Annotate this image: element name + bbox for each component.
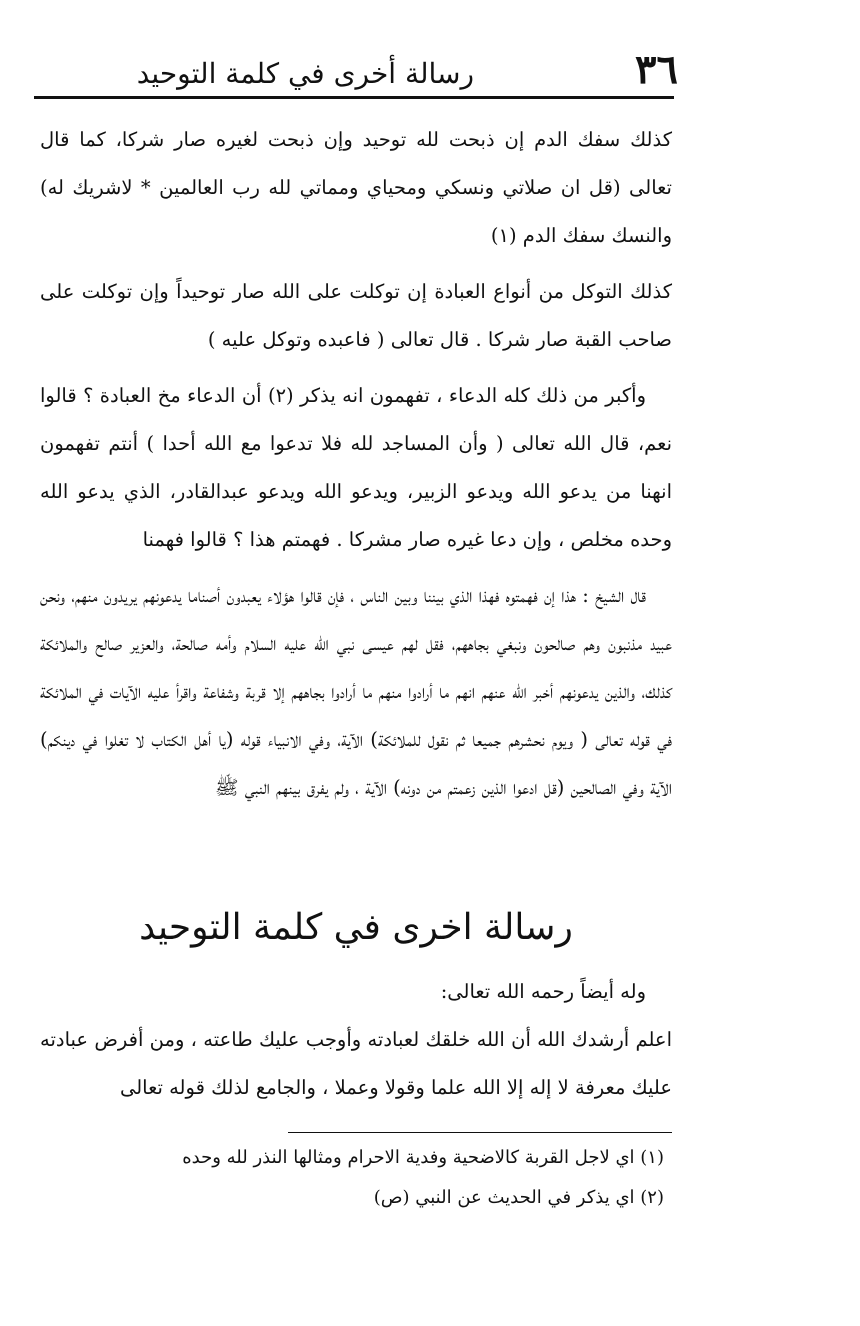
paragraph-supplication: وأكبر من ذلك كله الدعاء ، تفهمون انه يذكر (٢) أن الدعاء مخ العبادة ؟ قالوا نعم، قال الله تعالى ( وأن المساجد لله فلا تدعوا مع الله أحدا ) أنتم تفهمون انهنا من يدعو الله ويدعو الزبير، ويدعو الله ويدعو عبدالقادر، الذي يدعو الله وحده مخلص ، وإن دعا غيره صار مشركا . فهمتم هذا ؟ قالوا فهمنا	[40, 384, 672, 551]
paragraph-blood-sacrifice: كذلك سفك الدم إن ذبحت لله توحيد وإن ذبحت لغيره صار شركا، كما قال تعالى (قل ان صلاتي ونسكي ومحياي ومماتي لله رب العالمين * لاشريك له) والنسك سفك الدم (١)	[40, 128, 672, 247]
section-intro-line: وله أيضاً رحمه الله تعالى:	[440, 980, 646, 1003]
footnote-1: (١) اي لاجل القربة كالاضحية وفدية الاحرام ومثالها النذر لله وحده	[182, 1147, 664, 1168]
paragraph-reliance: كذلك التوكل من أنواع العبادة إن توكلت على الله صار توحيداً وإن توكلت على صاحب القبة صار شركا . قال تعالى ( فاعبده وتوكل عليه )	[40, 280, 672, 351]
section-body	[40, 968, 672, 1112]
footnote-rule	[288, 1132, 672, 1133]
footnotes	[40, 1138, 664, 1218]
body-text	[40, 116, 672, 812]
footnote-2: (٢) اي يذكر في الحديث عن النبي (ص)	[373, 1187, 664, 1208]
section-heading: رسالة اخرى في كلمة التوحيد	[139, 907, 573, 948]
paragraph-sheikh-saying: قال الشيخ : هذا إن فهمتوه فهذا الذي بيننا وبين الناس ، فإن قالوا هؤلاء يعبدون أصناما يدعونهم يريدون منهم، ونحن عبيد مذنبون وهم صالحون ونبغي بجاههم، فقل لهم عيسى نبي الله عليه السلام وأمه صالحة، والعزير صالح والملائكة كذلك، والذين يدعونهم أخبر الله عنهم انهم ما أرادوا منهم ما أرادوا بجاههم إلا قربة وشفاعة واقرأ عليه الآيات في الملائكة في قوله تعالى ( ويوم نحشرهم جميعا ثم نقول للملائكة) الآية، وفي الانبياء قوله (يا أهل الكتاب لا تغلوا في دينكم) الآية وفي الصالحين (قل ادعوا الذين زعمتم من دونه) الآية ، ولم يفرق بينهم النبي ﷺ	[39, 584, 672, 799]
page-header	[36, 46, 678, 93]
page-number: ٣٦	[635, 46, 678, 93]
section-paragraph: اعلم أرشدك الله أن الله خلقك لعبادته وأوجب عليك طاعته ، ومن أفرض عبادته عليك معرفة لا إله إلا الله علما وقولا وعملا ، والجامع لذلك قوله تعالى	[40, 1028, 672, 1099]
header-rule	[34, 96, 674, 99]
running-title: رسالة أخرى في كلمة التوحيد	[136, 57, 474, 90]
